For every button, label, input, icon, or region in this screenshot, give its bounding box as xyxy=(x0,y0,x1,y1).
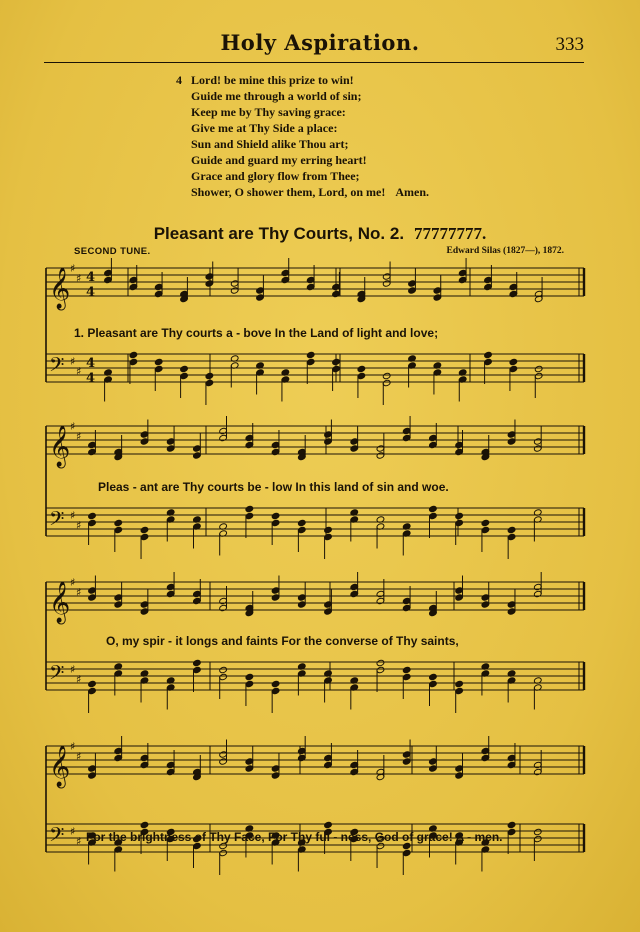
note-head xyxy=(140,821,149,828)
bass-clef-icon: 𝄢 xyxy=(49,661,65,689)
note-head xyxy=(324,821,333,828)
page-number: 333 xyxy=(555,34,584,55)
stanza-line: Give me at Thy Side a place: xyxy=(191,121,338,135)
sharp-icon: ♯ xyxy=(76,750,82,763)
note-head xyxy=(245,505,254,512)
stanza-line: Sun and Shield alike Thou art; xyxy=(191,137,349,151)
second-tune-label: SECOND TUNE. xyxy=(74,246,151,257)
stanza-number: 4 xyxy=(176,73,182,87)
stanza-line: 4 Lord! be mine this prize to win! xyxy=(176,73,354,87)
sharp-icon: ♯ xyxy=(76,430,82,443)
time-signature: 4 xyxy=(86,356,96,371)
note-head xyxy=(324,526,333,533)
note-head xyxy=(429,505,438,512)
note-head xyxy=(88,680,97,687)
stanza-line: Guide me through a world of sin; xyxy=(191,89,362,103)
sharp-icon: ♯ xyxy=(76,673,82,686)
note-head xyxy=(114,519,123,526)
note-head xyxy=(534,365,543,372)
sharp-icon: ♯ xyxy=(70,509,76,522)
note-head xyxy=(382,372,391,379)
page-title: Holy Aspiration. xyxy=(220,30,420,55)
sharp-icon: ♯ xyxy=(76,519,82,532)
note-head xyxy=(298,519,307,526)
note-head xyxy=(88,512,97,519)
treble-clef-icon: 𝄞 xyxy=(49,426,71,467)
sharp-icon: ♯ xyxy=(76,365,82,378)
lyrics-line: O, my spir - it longs and faints For the converse of Thy saints, xyxy=(106,634,459,648)
note-head xyxy=(376,659,385,666)
tune-title: Pleasant are Thy Courts, No. 2. 77777777. xyxy=(153,224,487,243)
note-head xyxy=(245,673,254,680)
stanza-line: Shower, O shower them, Lord, on me! Amen. xyxy=(191,185,430,199)
note-head xyxy=(140,526,149,533)
sharp-icon: ♯ xyxy=(70,355,76,368)
note-head xyxy=(507,526,516,533)
note-head xyxy=(219,666,228,673)
note-head xyxy=(509,358,518,365)
note-head xyxy=(271,512,280,519)
sharp-icon: ♯ xyxy=(76,272,82,285)
tune-meter: 77777777. xyxy=(414,224,487,243)
note-head xyxy=(306,351,315,358)
sharp-icon: ♯ xyxy=(70,740,76,753)
lyrics-line: 1. Pleasant are Thy courts a - bove In the Land of light and love; xyxy=(74,326,439,340)
note-head xyxy=(455,680,464,687)
note-head xyxy=(129,351,138,358)
composer-credit: Edward Silas (1827—), 1872. xyxy=(446,246,564,256)
amen: Amen. xyxy=(395,185,430,199)
treble-clef-icon: 𝄞 xyxy=(49,268,71,309)
note-head xyxy=(154,358,163,365)
note-head xyxy=(193,659,202,666)
sharp-icon: ♯ xyxy=(70,825,76,838)
note-head xyxy=(484,351,493,358)
sharp-icon: ♯ xyxy=(76,835,82,848)
sharp-icon: ♯ xyxy=(70,663,76,676)
note-head xyxy=(205,372,214,379)
time-signature: 4 xyxy=(86,371,96,386)
stanza-line: Guide and guard my erring heart! xyxy=(191,153,367,167)
bass-clef-icon: 𝄢 xyxy=(49,353,65,381)
sharp-icon: ♯ xyxy=(76,586,82,599)
sharp-icon: ♯ xyxy=(70,262,76,275)
sharp-icon: ♯ xyxy=(70,420,76,433)
note-head xyxy=(357,365,366,372)
sharp-icon: ♯ xyxy=(70,576,76,589)
note-head xyxy=(429,673,438,680)
stanza-line: Keep me by Thy saving grace: xyxy=(191,105,346,119)
stanza-line: Grace and glory flow from Thee; xyxy=(191,169,360,183)
lyrics-line: For the brightness of Thy Face, For Thy ful - ness, God of grace! A - men. xyxy=(86,830,503,844)
time-signature: 4 xyxy=(86,285,96,300)
note-head xyxy=(507,821,516,828)
lyrics-line: Pleas - ant are Thy courts be - low In this land of sin and woe. xyxy=(98,480,449,494)
treble-clef-icon: 𝄞 xyxy=(49,746,71,787)
treble-clef-icon: 𝄞 xyxy=(49,582,71,623)
note-head xyxy=(180,365,189,372)
note-head xyxy=(271,680,280,687)
note-head xyxy=(481,519,490,526)
time-signature: 4 xyxy=(86,270,96,285)
bass-clef-icon: 𝄢 xyxy=(49,823,65,851)
note-head xyxy=(332,358,341,365)
note-head xyxy=(402,666,411,673)
bass-clef-icon: 𝄢 xyxy=(49,507,65,535)
note-head xyxy=(455,512,464,519)
